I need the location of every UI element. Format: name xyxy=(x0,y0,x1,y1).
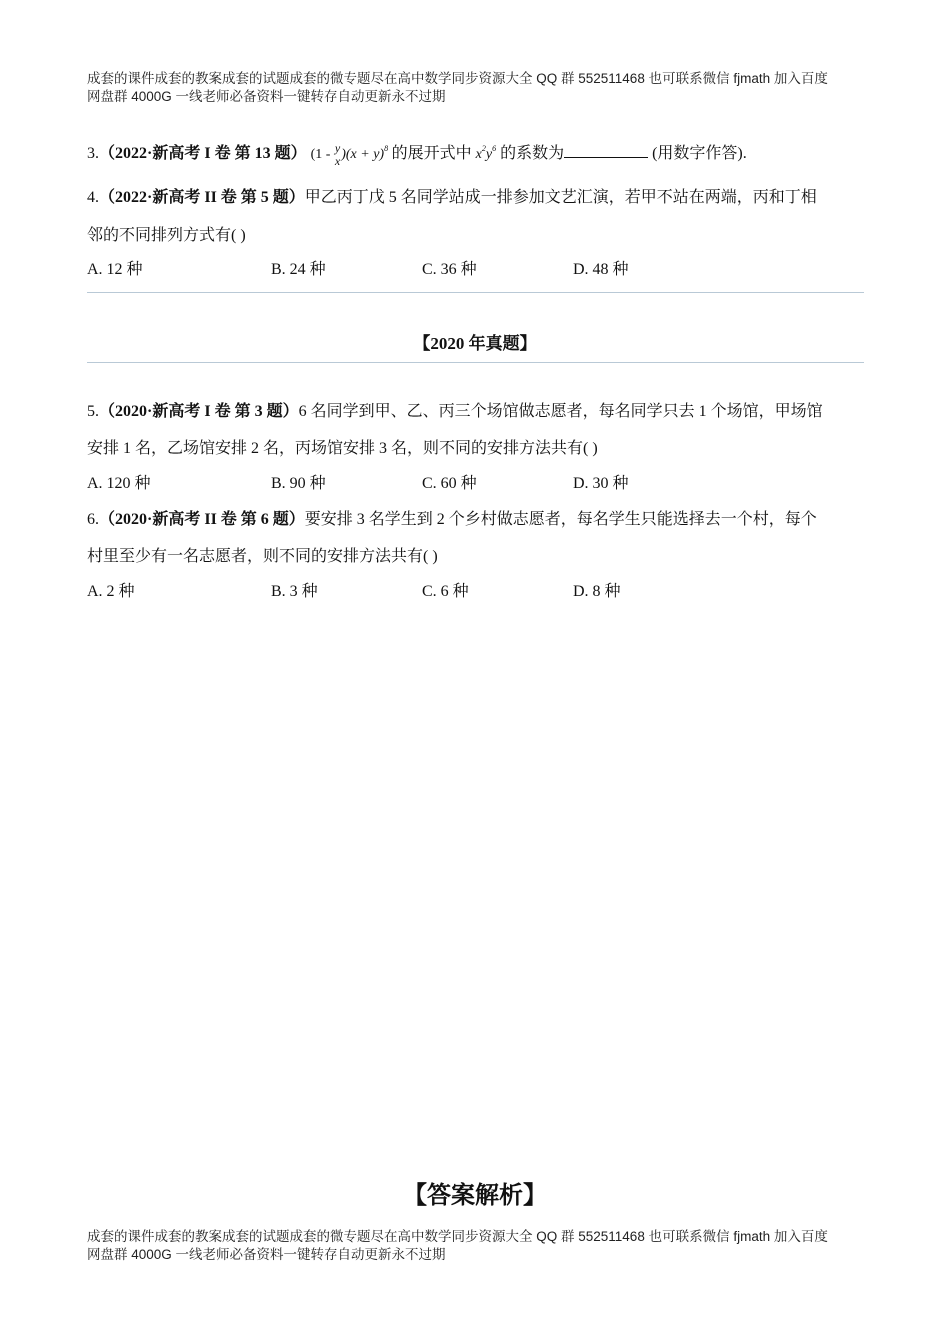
answer-blank xyxy=(564,143,648,158)
question-6-line-2: 村里至少有一名志愿者，则不同的安排方法共有( ) xyxy=(87,548,438,565)
question-number: 4. xyxy=(87,189,99,206)
question-number: 6. xyxy=(87,511,99,528)
question-number: 5. xyxy=(87,403,99,420)
question-4 xyxy=(87,187,867,209)
question-text-mid: 的展开式中 xyxy=(391,145,472,162)
option-d: D. 30 种 xyxy=(573,475,629,492)
question-number: 3. xyxy=(87,145,99,162)
question-source: （2020·新高考 II 卷 第 6 题） xyxy=(99,511,305,528)
option-d: D. 8 种 xyxy=(573,583,621,600)
question-text-end: (用数字作答). xyxy=(652,145,747,162)
option-a: A. 12 种 xyxy=(87,261,143,278)
fraction-y-over-x: y x xyxy=(334,140,341,168)
question-line-1: 甲乙丙丁戊 5 名同学站成一排参加文艺汇演，若甲不站在两端，丙和丁相 xyxy=(304,189,817,206)
option-a: A. 2 种 xyxy=(87,583,135,600)
option-c: C. 36 种 xyxy=(422,261,477,278)
question-source: （2022·新高考 I 卷 第 13 题） xyxy=(99,145,307,162)
question-line-1: 要安排 3 名学生到 2 个乡村做志愿者，每名学生只能选择去一个村，每个 xyxy=(304,511,817,528)
option-b: B. 24 种 xyxy=(271,261,326,278)
option-a: A. 120 种 xyxy=(87,475,151,492)
header-line-1: 成套的课件成套的教案成套的试题成套的微专题尽在高中数学同步资源大全 QQ 群 552511468 也可联系微信 fjmath 加入百度 xyxy=(87,71,828,86)
question-5 xyxy=(87,401,867,423)
header-line-2: 网盘群 4000G 一线老师必备资料一键转存自动更新永不过期 xyxy=(87,89,446,104)
math-expression: (1 - y x )$(x + y)^8$ xyxy=(310,140,389,168)
question-line-1: 6 名同学到甲、乙、丙三个场馆做志愿者，每名同学只去 1 个场馆，甲场馆 xyxy=(298,403,823,420)
footer-line-1: 成套的课件成套的教案成套的试题成套的微专题尽在高中数学同步资源大全 QQ 群 552511468 也可联系微信 fjmath 加入百度 xyxy=(87,1229,828,1244)
question-5-line-2: 安排 1 名，乙场馆安排 2 名，丙场馆安排 3 名，则不同的安排方法共有( ) xyxy=(87,440,598,457)
math-term: $x^2y^6$ xyxy=(475,144,497,162)
option-b: B. 3 种 xyxy=(271,583,318,600)
question-source: （2022·新高考 II 卷 第 5 题） xyxy=(99,189,305,206)
divider xyxy=(87,292,864,293)
question-text-after: 的系数为 xyxy=(500,145,565,162)
answer-section-title: 【答案解析】 xyxy=(403,1183,547,1209)
footer-line-2: 网盘群 4000G 一线老师必备资料一键转存自动更新永不过期 xyxy=(87,1247,446,1262)
option-b: B. 90 种 xyxy=(271,475,326,492)
question-source: （2020·新高考 I 卷 第 3 题） xyxy=(99,403,299,420)
page-header xyxy=(87,70,877,106)
question-6 xyxy=(87,509,867,531)
option-c: C. 60 种 xyxy=(422,475,477,492)
option-c: C. 6 种 xyxy=(422,583,469,600)
page-footer xyxy=(87,1228,877,1264)
option-d: D. 48 种 xyxy=(573,261,629,278)
divider xyxy=(87,362,864,363)
question-3 xyxy=(87,138,867,168)
question-4-line-2: 邻的不同排列方式有( ) xyxy=(87,227,246,244)
section-title-2020: 【2020 年真题】 xyxy=(413,334,537,353)
